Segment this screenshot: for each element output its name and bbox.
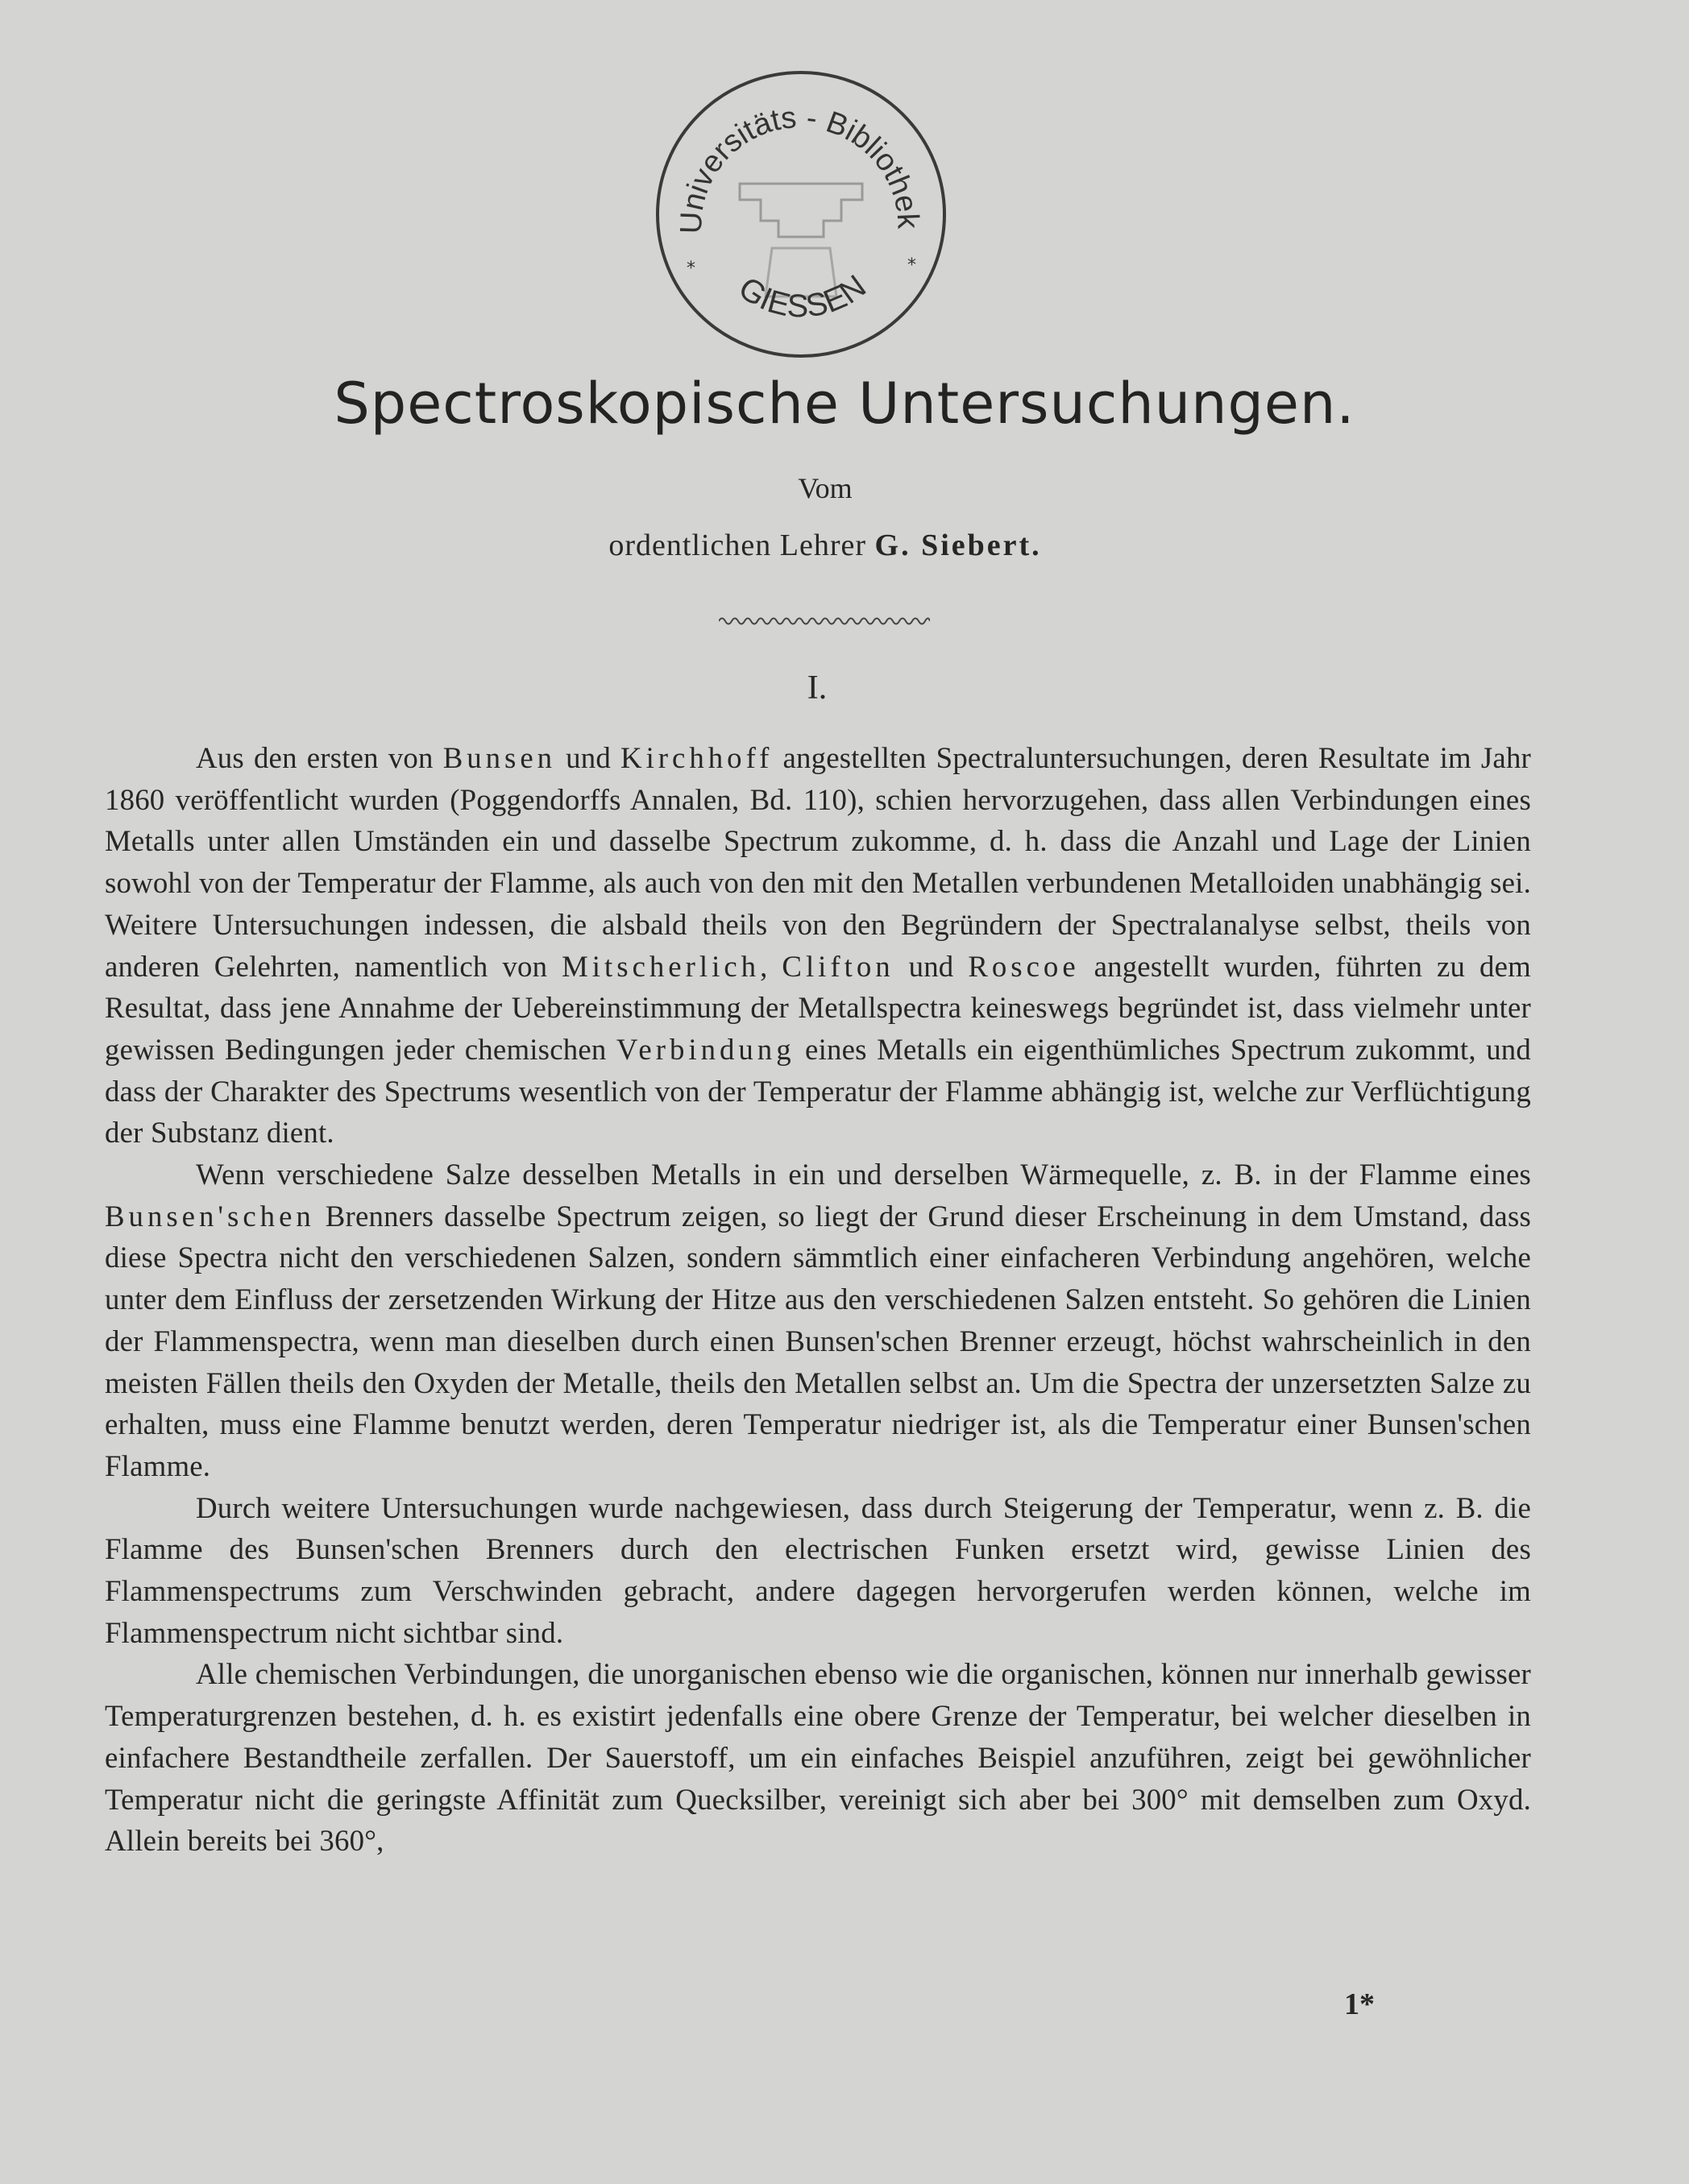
text-run: angestellt wurden, führten zu dem Resultat, dass jene Annahme der Uebereinstimmung der Metallspectra keineswegs begründet ist, dass vielmehr unter gewissen Bedingungen jeder chemischen: [105, 949, 1531, 1066]
text-run: Durch weitere Untersuchungen wurde nachgewiesen, dass durch Steigerung der Temperatur, wenn z. B. die Flamme des Bunsen'schen Brenners durch den electrischen Funken ersetzt wird, gewisse Linien des Flammenspectrums zum Verschwinden gebracht, andere dagegen hervorgerufen werden können, welche im Flammenspectrum nicht sichtbar sind.: [105, 1490, 1531, 1649]
library-stamp: [651, 63, 951, 363]
text-run: eines Metalls ein eigenthümliches Spectrum zukommt, und dass der Charakter des Spectrums wesentlich von der Temperatur der Flamme abhängig ist, welche zur Verflüchtigung der Substanz dient.: [105, 1032, 1531, 1150]
text-run: Wenn verschiedene Salze desselben Metalls in ein und derselben Wärmequelle, z. B. in der Flamme eines: [196, 1158, 1531, 1191]
paragraph: [105, 1487, 1531, 1654]
page-title: Spectroskopische Untersuchungen.: [334, 371, 1355, 437]
section-number: I.: [807, 669, 828, 707]
spaced-name: Bunsen'schen: [105, 1199, 315, 1233]
paragraph: [105, 737, 1531, 1154]
text-run: ,: [760, 949, 782, 983]
stamp-graphic: [651, 63, 951, 363]
author-name: G. Siebert.: [874, 528, 1042, 562]
spaced-word: Verbindung: [616, 1032, 795, 1066]
svg-text:Universitäts - Bibliothek: Universitäts - Bibliothek: [674, 101, 925, 234]
text-run: angestellten Spectraluntersuchungen, deren Resultate im Jahr 1860 veröffentlicht wurden (Poggendorffs Annalen, Bd. 110), schien hervorzugehen, dass allen Verbindungen eines Metalls unter allen Umständen ein und dasselbe Spectrum zukomme, d. h. dass die Anzahl und Lage der Linien sowohl von der Temperatur der Flamme, als auch von den mit den Metallen verbundenen Metalloiden unabhängig sei. Weitere Untersuchungen indessen, die alsbald theils von den Begründern der Spectralanalyse selbst, theils von anderen Gelehrten, namentlich von: [105, 741, 1532, 983]
byline-author: [0, 528, 1650, 563]
text-run: Brenners dasselbe Spectrum zeigen, so liegt der Grund dieser Erscheinung in dem Umstand, dass diese Spectra nicht den verschiedenen Salzen, sondern sämmtlich einer einfacheren Verbindung angehören, welche unter dem Einfluss der zersetzenden Wirkung der Hitze aus den verschiedenen Salzen entsteht. So gehören die Linien der Flammenspectra, wenn man dieselben durch einen Bunsen'schen Brenner erzeugt, höchst wahrscheinlich in den meisten Fällen theils den Oxyden der Metalle, theils den Metallen selbst an. Um die Spectra der unzersetzten Salze zu erhalten, muss eine Flamme benutzt werden, deren Temperatur niedriger ist, als die Temperatur einer Bunsen'schen Flamme.: [105, 1199, 1531, 1482]
byline-prefix: ordentlichen Lehrer: [608, 528, 867, 562]
body-text: [105, 737, 1531, 1862]
byline-vom: Vom: [798, 472, 853, 504]
spaced-name: Roscoe: [968, 949, 1080, 983]
spaced-name: Clifton: [782, 949, 894, 983]
paragraph: [105, 1653, 1531, 1862]
paragraph: [105, 1154, 1531, 1487]
svg-text:GIESSEN: GIESSEN: [732, 268, 873, 325]
svg-text:*: *: [907, 255, 916, 276]
ornamental-divider: [719, 614, 930, 628]
spaced-name: Mitscherlich: [562, 949, 761, 983]
text-run: Aus den ersten von: [196, 741, 443, 774]
spaced-name: Bunsen: [442, 741, 557, 774]
text-run: und: [894, 949, 969, 983]
spaced-name: Kirchhoff: [620, 741, 774, 774]
signature-mark: 1*: [1344, 1987, 1375, 2021]
text-run: Alle chemischen Verbindungen, die unorganischen ebenso wie die organischen, können nur innerhalb gewisser Temperaturgrenzen bestehen, d. h. es existirt jedenfalls eine obere Grenze der Temperatur, bei welcher dieselben in einfachere Bestandtheile zerfallen. Der Sauerstoff, um ein einfaches Beispiel anzuführen, zeigt bei gewöhnlicher Temperatur nicht die geringste Affinität zum Quecksilber, vereinigt sich aber bei 300° mit demselben zum Oxyd. Allein bereits bei 360°,: [105, 1657, 1531, 1858]
svg-text:*: *: [687, 259, 695, 279]
text-run: und: [556, 741, 620, 774]
